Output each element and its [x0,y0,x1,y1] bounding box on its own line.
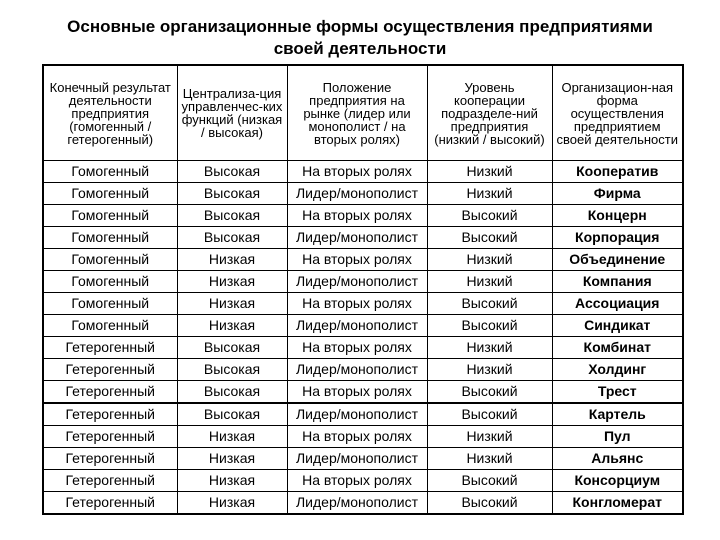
cell-market-position: На вторых ролях [287,293,427,315]
cell-cooperation: Низкий [427,448,552,470]
table-row [43,470,683,492]
cell-result: Гомогенный [43,161,177,183]
cell-market-position: На вторых ролях [287,337,427,359]
cell-org-form: Компания [552,271,683,293]
cell-cooperation: Высокий [427,205,552,227]
cell-centralization: Низкая [177,315,287,337]
cell-result: Гетерогенный [43,359,177,381]
cell-centralization: Высокая [177,381,287,404]
cell-org-form: Корпорация [552,227,683,249]
cell-cooperation: Высокий [427,470,552,492]
cell-org-form: Картель [552,403,683,426]
table-body [43,161,683,515]
cell-result: Гомогенный [43,249,177,271]
cell-market-position: На вторых ролях [287,470,427,492]
table-row [43,161,683,183]
table-row [43,492,683,515]
cell-cooperation: Низкий [427,337,552,359]
header-row [43,65,683,161]
cell-market-position: На вторых ролях [287,161,427,183]
cell-result: Гетерогенный [43,470,177,492]
cell-centralization: Низкая [177,271,287,293]
cell-market-position: Лидер/монополист [287,183,427,205]
cell-cooperation: Высокий [427,403,552,426]
title-line-2: своей деятельности [273,39,447,58]
cell-org-form: Пул [552,426,683,448]
table-row [43,403,683,426]
cell-org-form: Консорциум [552,470,683,492]
cell-cooperation: Низкий [427,271,552,293]
cell-org-form: Объединение [552,249,683,271]
page-title [20,16,700,60]
cell-centralization: Низкая [177,470,287,492]
cell-result: Гомогенный [43,293,177,315]
table-row [43,381,683,404]
table-row [43,183,683,205]
cell-result: Гетерогенный [43,448,177,470]
table-row [43,448,683,470]
cell-result: Гомогенный [43,227,177,249]
cell-result: Гетерогенный [43,403,177,426]
cell-cooperation: Низкий [427,249,552,271]
cell-org-form: Концерн [552,205,683,227]
header-centralization: Централиза-ция управленчес-ких функций (низкая / высокая) [177,65,287,161]
cell-org-form: Конгломерат [552,492,683,515]
table-row [43,359,683,381]
cell-market-position: На вторых ролях [287,249,427,271]
title-line-1: Основные организационные формы осуществления предприятиями [67,17,653,36]
cell-result: Гетерогенный [43,381,177,404]
cell-market-position: Лидер/монополист [287,359,427,381]
cell-centralization: Низкая [177,249,287,271]
cell-cooperation: Высокий [427,381,552,404]
header-org-form: Организацион-ная форма осуществления предприятием своей деятельности [552,65,683,161]
cell-result: Гомогенный [43,183,177,205]
cell-org-form: Комбинат [552,337,683,359]
cell-cooperation: Низкий [427,161,552,183]
cell-market-position: На вторых ролях [287,426,427,448]
cell-centralization: Низкая [177,426,287,448]
table-row [43,315,683,337]
cell-cooperation: Низкий [427,183,552,205]
cell-org-form: Трест [552,381,683,404]
cell-result: Гетерогенный [43,492,177,515]
cell-centralization: Высокая [177,205,287,227]
cell-centralization: Низкая [177,293,287,315]
table-row [43,271,683,293]
table-row [43,337,683,359]
cell-market-position: Лидер/монополист [287,448,427,470]
cell-cooperation: Высокий [427,315,552,337]
cell-centralization: Низкая [177,448,287,470]
cell-org-form: Ассоциация [552,293,683,315]
cell-cooperation: Высокий [427,492,552,515]
cell-market-position: Лидер/монополист [287,492,427,515]
cell-result: Гетерогенный [43,337,177,359]
cell-result: Гомогенный [43,205,177,227]
cell-market-position: Лидер/монополист [287,227,427,249]
cell-market-position: Лидер/монополист [287,403,427,426]
cell-centralization: Высокая [177,161,287,183]
table-row [43,293,683,315]
cell-market-position: Лидер/монополист [287,315,427,337]
cell-market-position: Лидер/монополист [287,271,427,293]
cell-org-form: Синдикат [552,315,683,337]
cell-org-form: Холдинг [552,359,683,381]
cell-centralization: Высокая [177,403,287,426]
cell-centralization: Высокая [177,337,287,359]
table-row [43,227,683,249]
cell-result: Гомогенный [43,315,177,337]
table-row [43,426,683,448]
cell-centralization: Высокая [177,227,287,249]
header-result: Конечный результат деятельности предприятия (гомогенный / гетерогенный) [43,65,177,161]
cell-centralization: Высокая [177,183,287,205]
cell-cooperation: Низкий [427,426,552,448]
header-market-position: Положение предприятия на рынке (лидер или монополист / на вторых ролях) [287,65,427,161]
cell-cooperation: Низкий [427,359,552,381]
cell-org-form: Фирма [552,183,683,205]
cell-market-position: На вторых ролях [287,205,427,227]
cell-result: Гомогенный [43,271,177,293]
cell-cooperation: Высокий [427,227,552,249]
org-forms-table [42,64,684,515]
cell-org-form: Кооператив [552,161,683,183]
cell-centralization: Высокая [177,359,287,381]
cell-result: Гетерогенный [43,426,177,448]
table-row [43,249,683,271]
cell-centralization: Низкая [177,492,287,515]
header-cooperation: Уровень кооперации подразделе-ний предприятия (низкий / высокий) [427,65,552,161]
cell-org-form: Альянс [552,448,683,470]
cell-market-position: На вторых ролях [287,381,427,404]
cell-cooperation: Высокий [427,293,552,315]
table-row [43,205,683,227]
